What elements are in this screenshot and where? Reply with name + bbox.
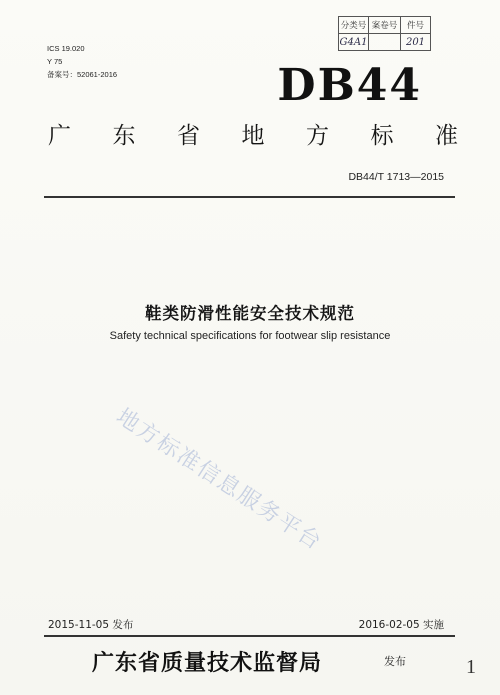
stamp-value-category: G4A1	[339, 34, 369, 51]
standard-title-char: 广	[48, 123, 71, 149]
stamp-header-item: 件号	[401, 17, 431, 34]
standard-title-char: 东	[112, 123, 136, 149]
record-number: 备案号：52061-2016	[47, 70, 118, 79]
issuer-suffix: 发布	[384, 655, 406, 668]
issue-date: 2015-11-05 发布	[48, 619, 134, 631]
ics-code: ICS 19.020	[47, 44, 85, 53]
stamp-value-file	[369, 34, 401, 51]
standard-title-char: 省	[177, 123, 200, 149]
standard-title-char: 地	[241, 123, 265, 149]
standard-type-title	[48, 117, 458, 150]
issuing-authority: 广东省质量技术监督局	[92, 651, 323, 676]
stamp-header-category: 分类号	[339, 17, 369, 34]
stamp-value-item: 201	[401, 34, 431, 51]
top-divider	[44, 196, 455, 198]
standard-title-char: 准	[435, 123, 458, 149]
document-subtitle: Safety technical specifications for footwear slip resistance	[109, 330, 391, 342]
implementation-date: 2016-02-05 实施	[358, 619, 444, 631]
db44-logo: DB44	[277, 60, 422, 111]
watermark-text: 地方标准信息服务平台	[111, 404, 327, 556]
standard-title-char: 标	[370, 123, 394, 149]
classification-codes	[47, 42, 117, 81]
document-title: 鞋类防滑性能安全技术规范	[145, 304, 355, 323]
ccs-code: Y 75	[47, 57, 63, 66]
standard-title-char: 方	[306, 123, 329, 149]
standard-number: DB44/T 1713—2015	[348, 171, 444, 183]
stamp-header-file: 案卷号	[369, 17, 401, 34]
bottom-divider	[44, 635, 455, 637]
archive-stamp	[338, 16, 431, 51]
page-number: 1	[466, 656, 476, 678]
